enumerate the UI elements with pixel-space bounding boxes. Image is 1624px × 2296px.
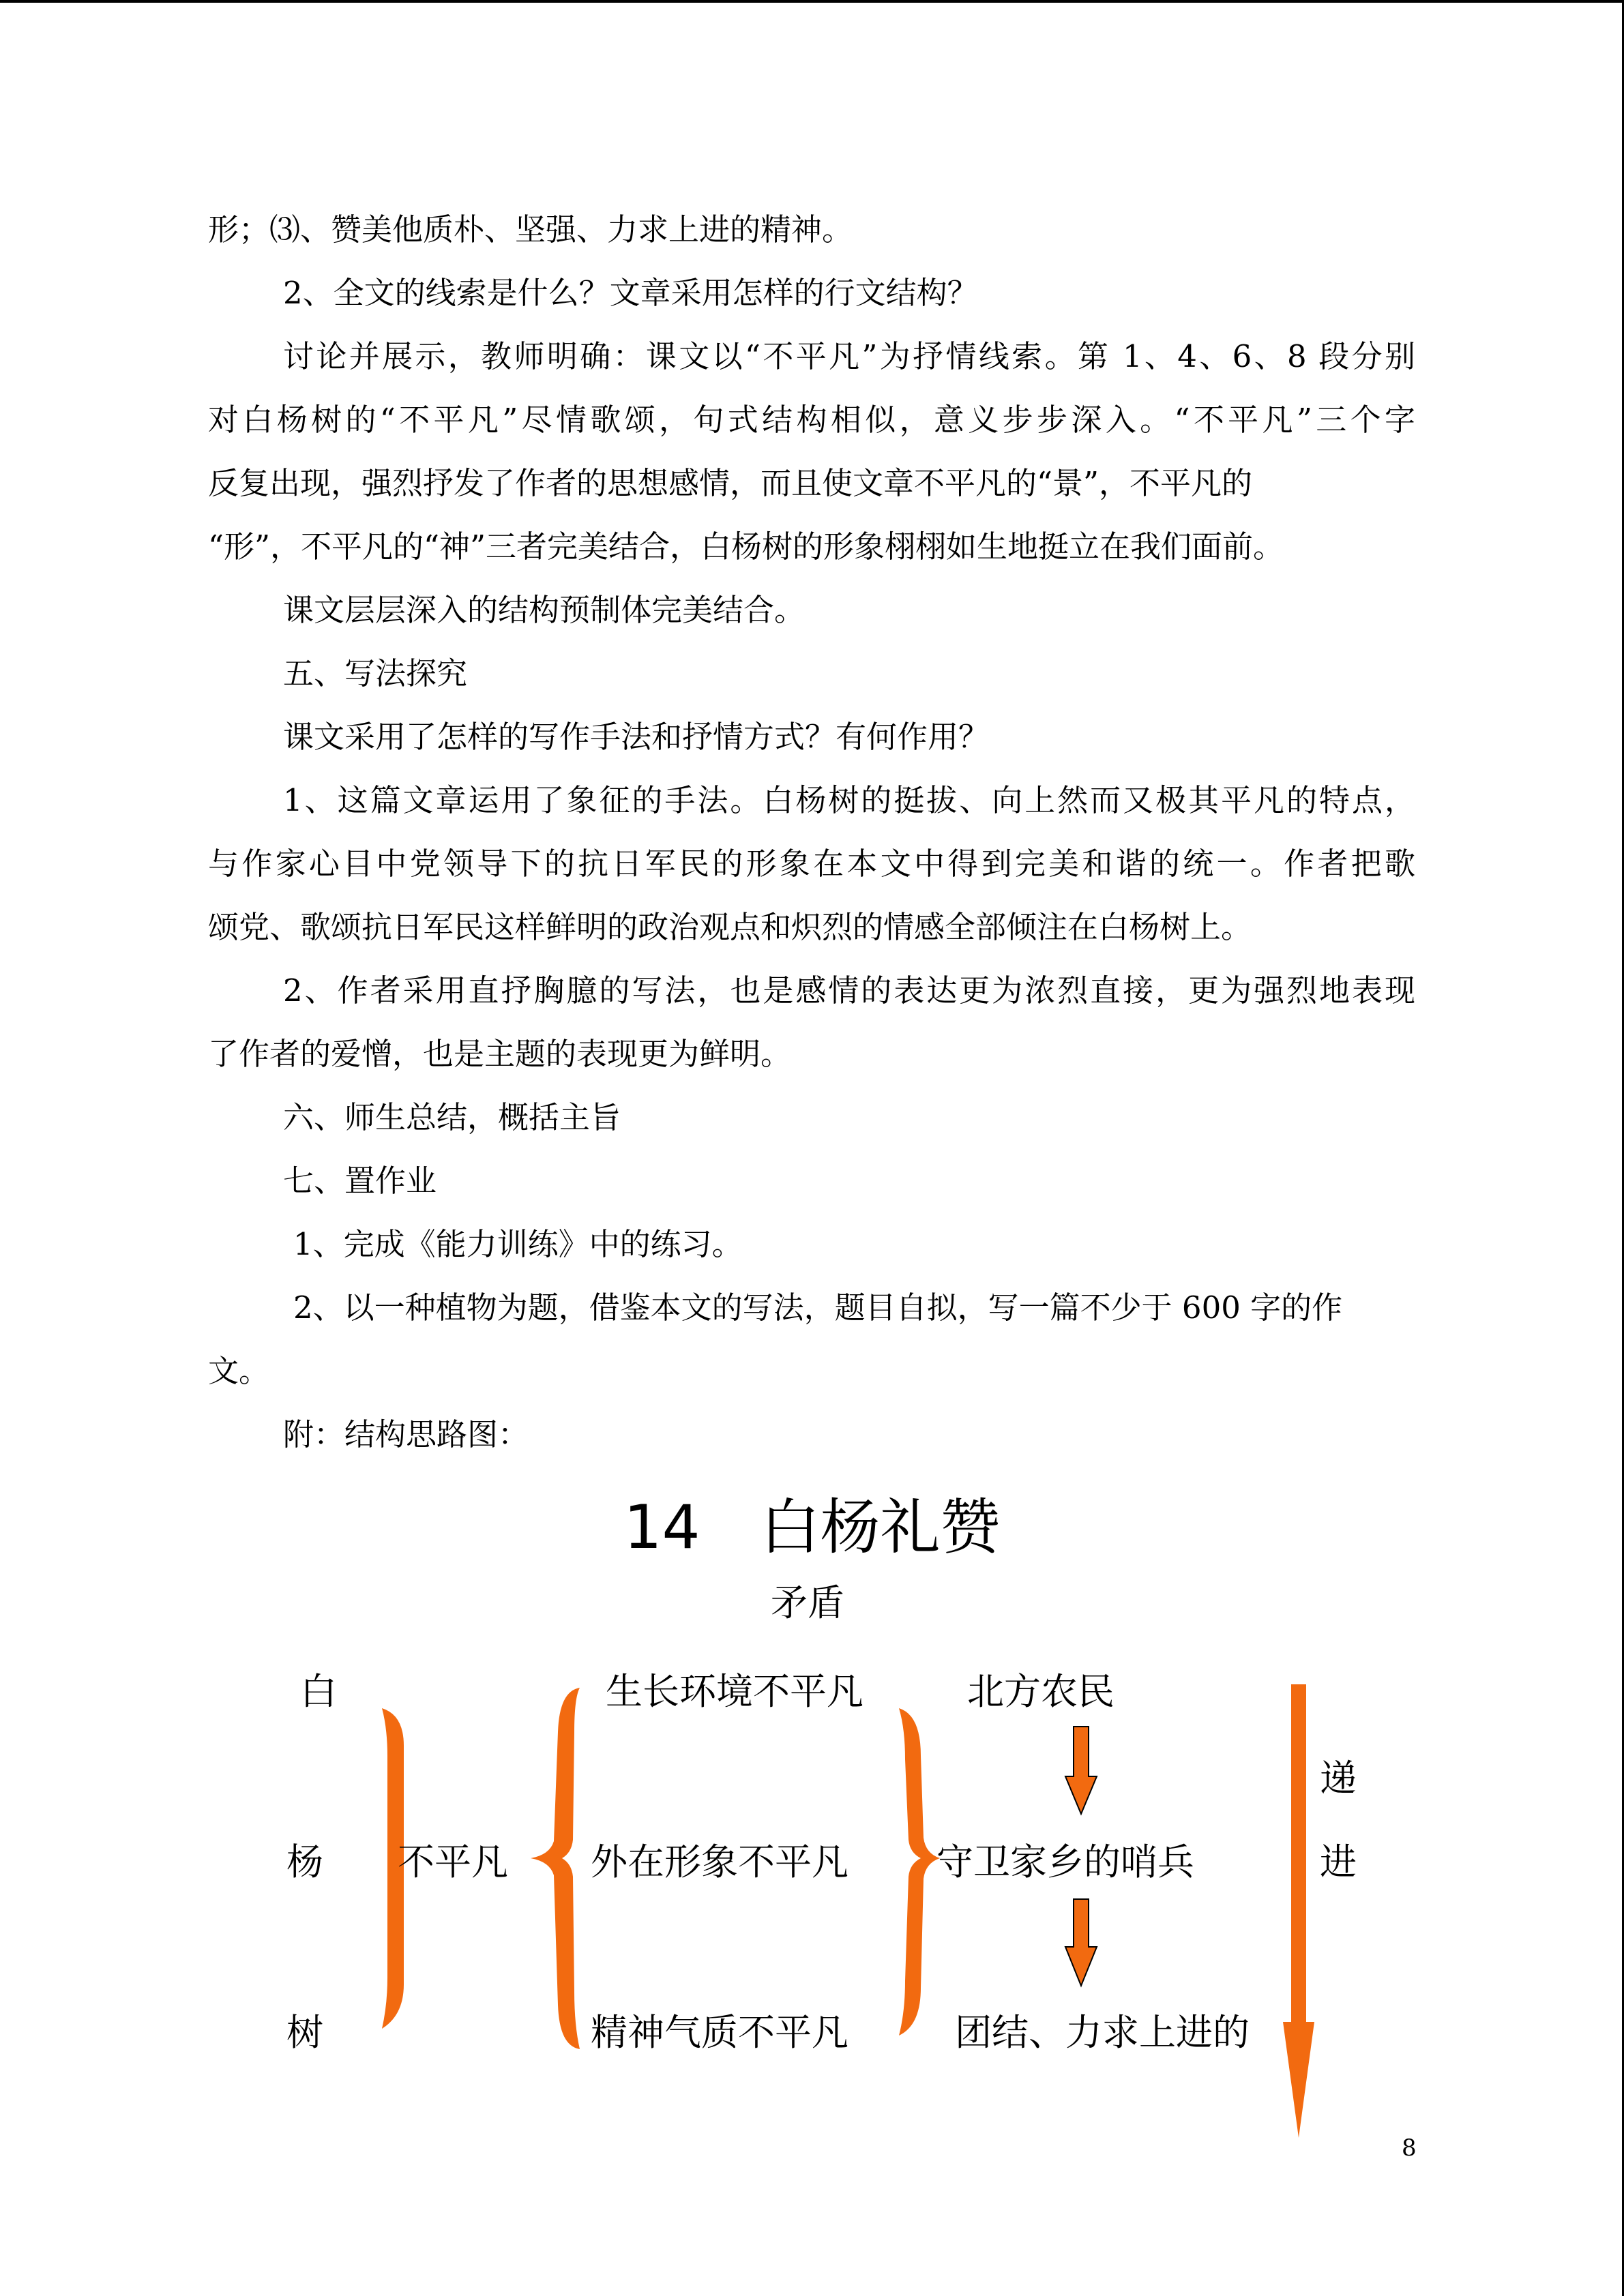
progress-char: 进 (1320, 1840, 1357, 1883)
aspect-label: 精神气质不平凡 (591, 2011, 848, 2054)
paragraph: 课文采用了怎样的写作手法和抒情方式？有何作用？ (283, 719, 990, 755)
tree-char: 白 (300, 1670, 337, 1713)
paragraph: 与作家心目中党领导下的抗日军民的形象在本文中得到完美和谐的统一。作者把歌 (208, 846, 1415, 882)
section-heading: 七、置作业 (283, 1163, 437, 1199)
symbol-label: 守卫家乡的哨兵 (936, 1840, 1194, 1883)
page-number: 8 (1402, 2134, 1417, 2162)
paragraph: 2、以一种植物为题，借鉴本文的写法，题目自拟，写一篇不少于 600 字的作 (293, 1289, 1343, 1326)
paragraph: 了作者的爱憎，也是主题的表现更为鲜明。 (208, 1036, 792, 1072)
paragraph: 2、全文的线索是什么？文章采用怎样的行文结构？ (283, 275, 978, 311)
aspect-label: 生长环境不平凡 (606, 1670, 863, 1713)
tree-char: 树 (286, 2011, 323, 2054)
paragraph: 讨论并展示，教师明确：课文以“不平凡”为抒情线索。第 1、4、6、8 段分别 (283, 338, 1415, 374)
aspect-label: 外在形象不平凡 (591, 1840, 848, 1883)
paragraph: 1、这篇文章运用了象征的手法。白杨树的挺拔、向上然而又极其平凡的特点， (283, 782, 1415, 818)
brace-aspects (531, 1688, 580, 2049)
paragraph: 文。 (208, 1353, 270, 1389)
brace-symbols (899, 1708, 940, 2036)
paragraph: 反复出现，强烈抒发了作者的思想感情，而且使文章不平凡的“景”，不平凡的 (208, 465, 1253, 501)
paragraph: 对白杨树的“不平凡”尽情歌颂，句式结构相似，意义步步深入。“不平凡”三个字 (208, 402, 1415, 438)
progression-arrow-icon (1283, 1684, 1314, 2138)
paragraph: 课文层层深入的结构预制体完美结合。 (283, 592, 806, 628)
section-heading: 六、师生总结，概括主旨 (283, 1099, 621, 1135)
symbol-label: 团结、力求上进的 (955, 2011, 1250, 2054)
progress-char: 递 (1320, 1757, 1357, 1800)
paragraph: “形”，不平凡的“神”三者完美结合，白杨树的形象栩栩如生地挺立在我们面前。 (208, 528, 1284, 565)
paragraph: 形；⑶、赞美他质朴、坚强、力求上进的精神。 (208, 211, 853, 248)
section-heading: 五、写法探究 (283, 655, 468, 691)
diagram-title: 14 白杨礼赞 (623, 1492, 1001, 1562)
paragraph: 2、作者采用直抒胸臆的写法，也是感情的表达更为浓烈直接，更为强烈地表现 (283, 972, 1415, 1009)
arrow-down-icon (1065, 1727, 1097, 1814)
arrow-down-icon (1065, 1899, 1097, 1986)
paragraph: 颂党、歌颂抗日军民这样鲜明的政治观点和炽烈的情感全部倾注在白杨树上。 (208, 909, 1252, 945)
middle-label: 不平凡 (398, 1840, 508, 1883)
symbol-label: 北方农民 (967, 1670, 1114, 1713)
tree-char: 杨 (286, 1840, 323, 1883)
paragraph: 附：结构思路图： (283, 1416, 529, 1452)
diagram-subtitle: 矛盾 (771, 1581, 844, 1624)
paragraph: 1、完成《能力训练》中的练习。 (293, 1226, 743, 1262)
